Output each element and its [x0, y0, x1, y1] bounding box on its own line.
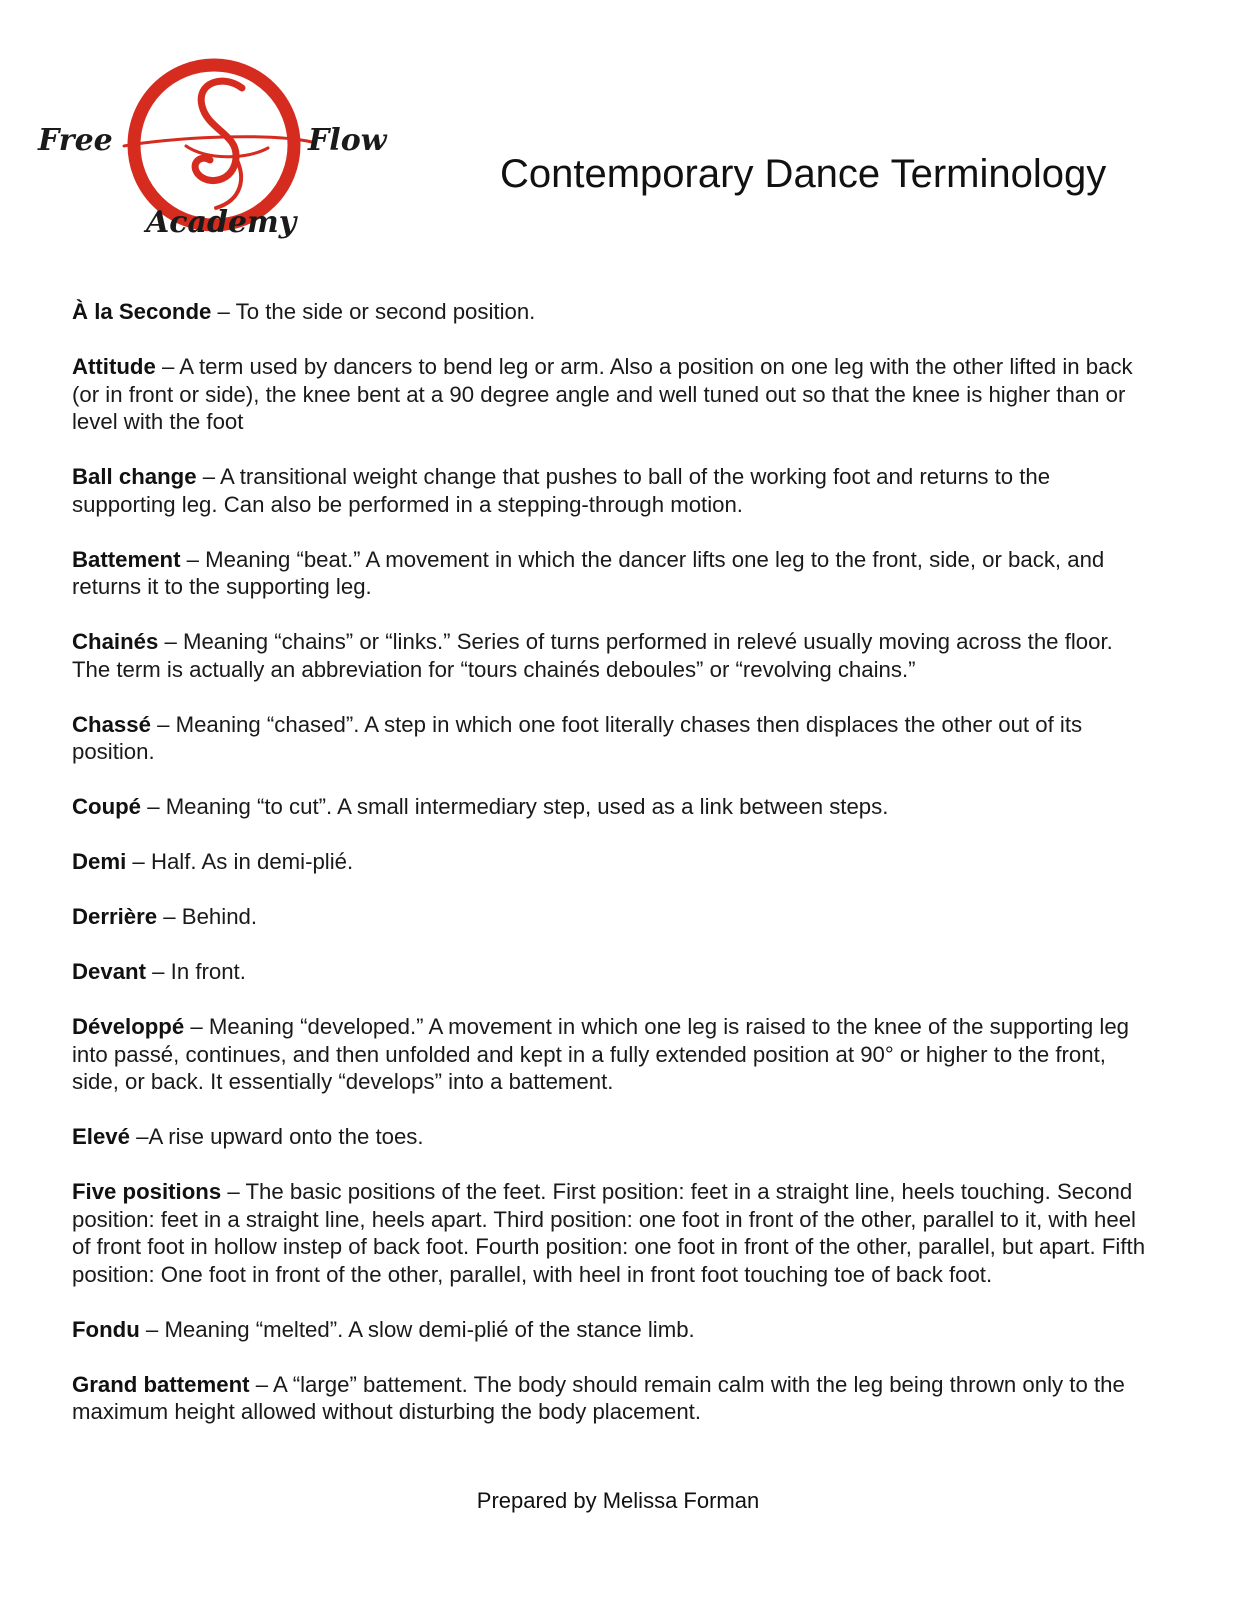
- term-entry: [72, 1371, 1152, 1426]
- term-separator: –: [221, 1179, 246, 1204]
- term-separator: –: [157, 904, 182, 929]
- term-name: Chainés: [72, 629, 159, 654]
- logo-sweep: [124, 137, 312, 146]
- page-title: Contemporary Dance Terminology: [500, 152, 1107, 196]
- logo-sweep-inner: [186, 146, 268, 157]
- term-entry: [72, 628, 1152, 683]
- logo-s-flourish: [195, 81, 242, 180]
- term-entry: [72, 903, 1152, 931]
- term-separator: –: [126, 849, 151, 874]
- term-entry: [72, 1316, 1152, 1344]
- term-name: Fondu: [72, 1316, 140, 1342]
- term-definition: Meaning “developed.” A movement in which one leg is raised to the knee of the supporting leg into passé, continues, and then unfolded and kept in a fully extended position at 90° or higher to the front, side, or back. It essentially “develops” into a battement.: [72, 1014, 1130, 1094]
- term-definition: Meaning “beat.” A movement in which the dancer lifts one leg to the front, side, or back, and returns it to the supporting leg.: [72, 546, 1105, 599]
- term-entry: [72, 1013, 1152, 1096]
- term-entry: [72, 848, 1152, 876]
- term-name: Ball change: [72, 464, 197, 489]
- term-entry: [72, 958, 1152, 986]
- term-definition: A transitional weight change that pushes to ball of the working foot and returns to the supporting leg. Can also be performed in a stepping-through motion.: [72, 464, 1051, 517]
- term-definition: A rise upward onto the toes.: [148, 1124, 424, 1149]
- term-entry: [72, 711, 1152, 766]
- term-separator: –: [184, 1014, 209, 1039]
- term-definition: Behind.: [181, 904, 258, 929]
- term-definition: Meaning “chased”. A step in which one foot literally chases then displaces the other out of its position.: [72, 711, 1083, 764]
- term-name: Développé: [72, 1014, 185, 1039]
- term-definition: Meaning “chains” or “links.” Series of turns performed in relevé usually moving across the floor. The term is actually an abbreviation for “tours chainés deboules” or “revolving chains.”: [72, 629, 1113, 682]
- term-name: Battement: [72, 546, 181, 572]
- term-name: Five positions: [72, 1179, 222, 1204]
- term-name: Chassé: [72, 711, 151, 737]
- term-separator: –: [129, 1124, 149, 1149]
- academy-logo: [36, 50, 436, 246]
- term-separator: –: [145, 959, 171, 984]
- term-name: Demi: [72, 849, 127, 874]
- term-entry: [72, 793, 1152, 821]
- term-definition: The basic positions of the feet. First position: feet in a straight line, heels touching. Second position: feet in a straight line, heels apart. Third position: one foot in front of the other, parallel to it, with heel of front foot in hollow instep of back foot. Fourth position: one foot in front of the other, parallel, but apart. Fifth position: One foot in front of the other, parallel, with heel in front foot touching toe of back foot.: [72, 1179, 1146, 1287]
- logo-word-left: Free: [38, 123, 113, 158]
- footer-credit: Prepared by Melissa Forman: [476, 1488, 760, 1513]
- term-definition: A “large” battement. The body should remain calm with the leg being thrown only to the maximum height allowed without disturbing the body placement.: [72, 1371, 1125, 1424]
- term-entry: [72, 463, 1152, 518]
- term-definition: Meaning “to cut”. A small intermediary step, used as a link between steps.: [165, 794, 889, 819]
- term-separator: –: [150, 711, 176, 737]
- logo-word-bottom: Academy: [146, 205, 297, 240]
- term-name: Devant: [72, 959, 146, 984]
- term-separator: –: [141, 794, 166, 819]
- term-name: Derrière: [72, 904, 158, 929]
- term-name: Attitude: [72, 354, 156, 379]
- term-entry: [72, 546, 1152, 601]
- term-separator: –: [180, 546, 206, 572]
- term-definition: In front.: [170, 959, 246, 984]
- term-separator: –: [211, 299, 236, 324]
- term-entry: [72, 1178, 1152, 1288]
- term-definition: A term used by dancers to bend leg or arm. Also a position on one leg with the other lifted in back (or in front or side), the knee bent at a 90 degree angle and well tuned out so that the knee is higher than or level with the foot: [72, 354, 1133, 434]
- term-definition: Half. As in demi-plié.: [150, 849, 354, 874]
- term-name: Grand battement: [72, 1371, 250, 1397]
- term-separator: –: [155, 354, 180, 379]
- term-entry: [72, 298, 1152, 326]
- logo-ring: [134, 65, 294, 225]
- term-entry: [72, 353, 1152, 436]
- term-separator: –: [139, 1316, 165, 1342]
- term-list: [72, 298, 1152, 1453]
- term-definition: Meaning “melted”. A slow demi-plié of the stance limb.: [164, 1316, 695, 1342]
- term-separator: –: [196, 464, 220, 489]
- term-separator: –: [249, 1371, 273, 1397]
- term-separator: –: [158, 629, 183, 654]
- term-name: À la Seconde: [72, 299, 212, 324]
- term-name: Elevé: [72, 1124, 130, 1149]
- term-definition: To the side or second position.: [235, 299, 536, 324]
- term-name: Coupé: [72, 794, 142, 819]
- logo-word-right: Flow: [308, 123, 387, 158]
- term-entry: [72, 1123, 1152, 1151]
